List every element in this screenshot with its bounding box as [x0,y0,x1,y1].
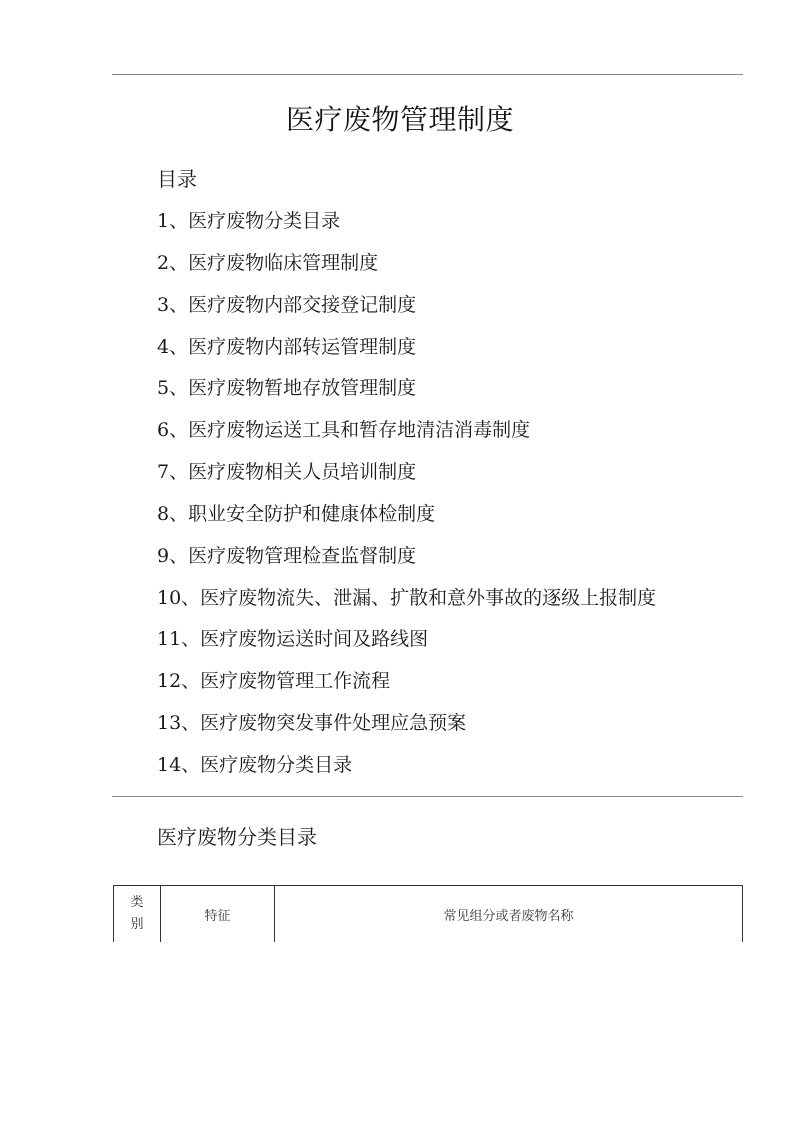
toc-item: 12、医疗废物管理工作流程 [157,670,391,693]
toc-item: 9、医疗废物管理检查监督制度 [157,544,417,567]
toc-item: 13、医疗废物突发事件处理应急预案 [157,712,467,735]
toc-item: 3、医疗废物内部交接登记制度 [157,293,417,316]
toc-item: 11、医疗废物运送时间及路线图 [157,628,429,651]
toc-item: 2、医疗废物临床管理制度 [157,251,379,274]
section-divider [112,796,743,797]
toc-list [157,207,656,793]
header-category [114,886,161,943]
header-components: 常见组分或者废物名称 [275,886,743,943]
toc-item: 7、医疗废物相关人员培训制度 [157,461,417,484]
toc-item: 5、医疗废物暂地存放管理制度 [157,377,417,400]
toc-item: 8、职业安全防护和健康体检制度 [157,502,436,525]
toc-item: 10、医疗废物流失、泄漏、扩散和意外事故的逐级上报制度 [157,586,657,609]
section-title: 医疗废物分类目录 [157,825,317,849]
waste-classification-table [113,885,743,942]
toc-heading: 目录 [157,167,197,191]
header-feature: 特征 [161,886,275,943]
toc-item: 4、医疗废物内部转运管理制度 [157,335,417,358]
table-header-row [114,886,743,943]
page-title: 医疗废物管理制度 [285,103,514,136]
header-category-label: 类别 [130,895,144,932]
top-divider [112,74,743,75]
toc-item: 14、医疗废物分类目录 [157,753,353,776]
toc-item: 6、医疗废物运送工具和暂存地清洁消毒制度 [157,419,531,442]
toc-item: 1、医疗废物分类目录 [157,210,341,232]
